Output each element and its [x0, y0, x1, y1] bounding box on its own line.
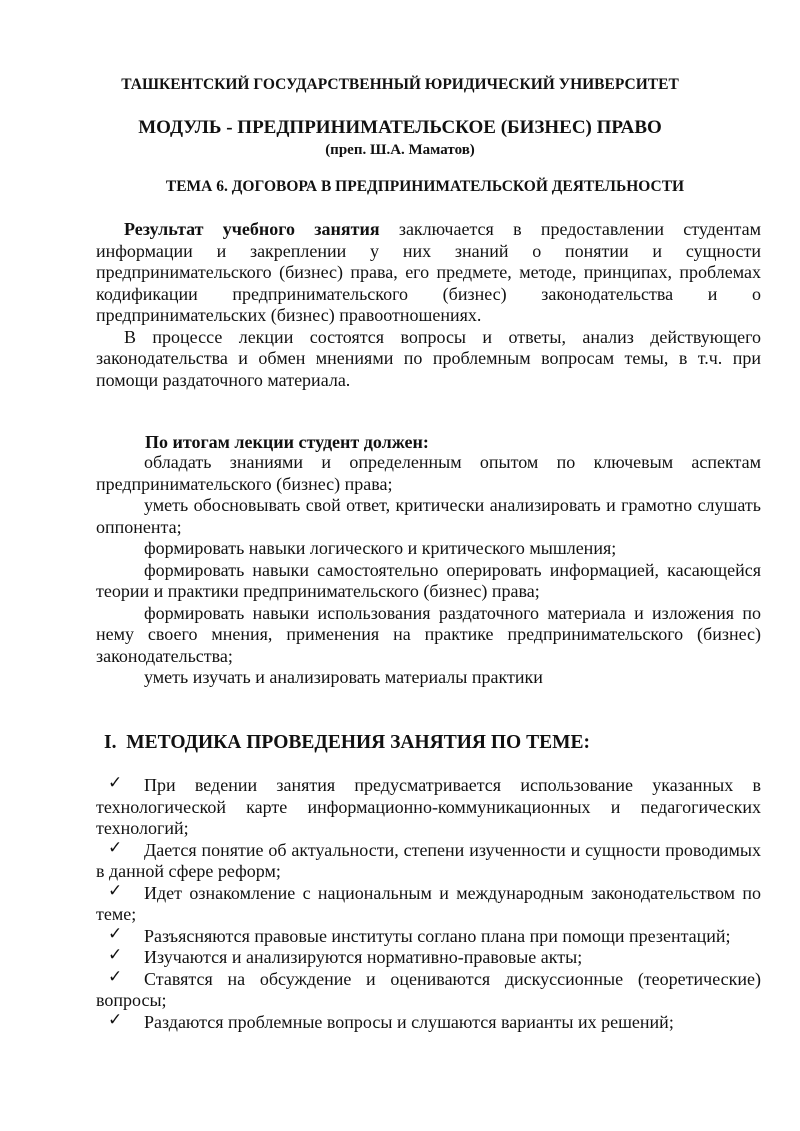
check-icon: ✓: [108, 773, 123, 793]
methodology-item: [96, 966, 761, 1012]
outcome-item: уметь изучать и анализировать материалы практики: [144, 667, 543, 687]
module-title: МОДУЛЬ - ПРЕДПРИНИМАТЕЛЬСКОЕ (БИЗНЕС) ПРАВО: [138, 117, 662, 138]
topic-title: ТЕМА 6. ДОГОВОРА В ПРЕДПРИНИМАТЕЛЬСКОЙ ДЕЯТЕЛЬНОСТИ: [165, 178, 685, 195]
section-number: I.: [104, 732, 117, 753]
check-icon: ✓: [108, 966, 123, 987]
outcome-item: формировать навыки использования раздаточного материала и изложения по нему своего мнения, применения на практике предпринимательского (бизнес) законодательства;: [96, 602, 761, 666]
outcome-item: обладать знаниями и определенным опытом по ключевым аспектам предпринимательского (бизнес) права;: [96, 452, 761, 494]
check-icon: ✓: [108, 837, 123, 858]
intro-text: заключается в предоставлении студентам информации и закреплении у них знаний о понятии и сущности предпринимательского (бизнес) права, его предмете, методе, принципах, проблемах кодификации предпринимательского (бизнес) законодательства и о предпринимательских (бизнес) правоотношениях.: [96, 219, 761, 325]
intro-lead: Результат учебного занятия: [124, 219, 380, 239]
methodology-item: [96, 923, 761, 948]
methodology-item: [96, 775, 761, 840]
intro-paragraph: [96, 219, 761, 327]
methodology-list: [96, 775, 761, 1033]
methodology-item: [96, 1009, 761, 1034]
intro-paragraph-2: В процессе лекции состоятся вопросы и ответы, анализ действующего законодательства и обмен мнениями по проблемным вопросам темы, в т.ч. при помощи раздаточного материала.: [96, 326, 761, 390]
methodology-item-text: Изучаются и анализируются нормативно-правовые акты;: [144, 947, 583, 967]
methodology-item-text: Ставятся на обсуждение и оцениваются дискуссионные (теоретические) вопросы;: [96, 968, 761, 1010]
outcomes-heading: По итогам лекции студент должен:: [145, 432, 429, 452]
teacher-name: (преп. Ш.А. Маматов): [325, 142, 475, 158]
check-icon: ✓: [108, 880, 123, 901]
outcomes-list: [96, 452, 761, 689]
check-icon: ✓: [108, 923, 123, 944]
methodology-item-text: Разъясняются правовые институты соглано плана при помощи презентаций;: [144, 925, 731, 946]
methodology-item-text: Дается понятие об актуальности, степени изученности и сущности проводимых в данной сфере реформ;: [96, 839, 761, 881]
methodology-item: [96, 880, 761, 926]
outcome-item: формировать навыки логического и критического мышления;: [144, 538, 617, 558]
methodology-item: [96, 947, 761, 969]
check-icon: ✓: [108, 945, 123, 965]
section-title: МЕТОДИКА ПРОВЕДЕНИЯ ЗАНЯТИЯ ПО ТЕМЕ:: [126, 732, 591, 753]
outcome-item: уметь обосновывать свой ответ, критически анализировать и грамотно слушать оппонента;: [96, 495, 761, 537]
methodology-item-text: При ведении занятия предусматривается использование указанных в технологической карте информационно-коммуникационных и педагогических технологий;: [96, 775, 761, 838]
section-heading: [104, 732, 590, 754]
methodology-item: [96, 837, 761, 883]
university-title: ТАШКЕНТСКИЙ ГОСУДАРСТВЕННЫЙ ЮРИДИЧЕСКИЙ УНИВЕРСИТЕТ: [121, 76, 679, 93]
check-icon: ✓: [108, 1009, 123, 1030]
intro-section: [96, 219, 761, 391]
outcome-item: формировать навыки самостоятельно оперировать информацией, касающейся теории и практики предпринимательского (бизнес) права;: [96, 559, 761, 601]
methodology-item-text: Раздаются проблемные вопросы и слушаются варианты их решений;: [144, 1011, 674, 1032]
methodology-item-text: Идет ознакомление с национальным и международным законодательством по теме;: [96, 882, 761, 924]
